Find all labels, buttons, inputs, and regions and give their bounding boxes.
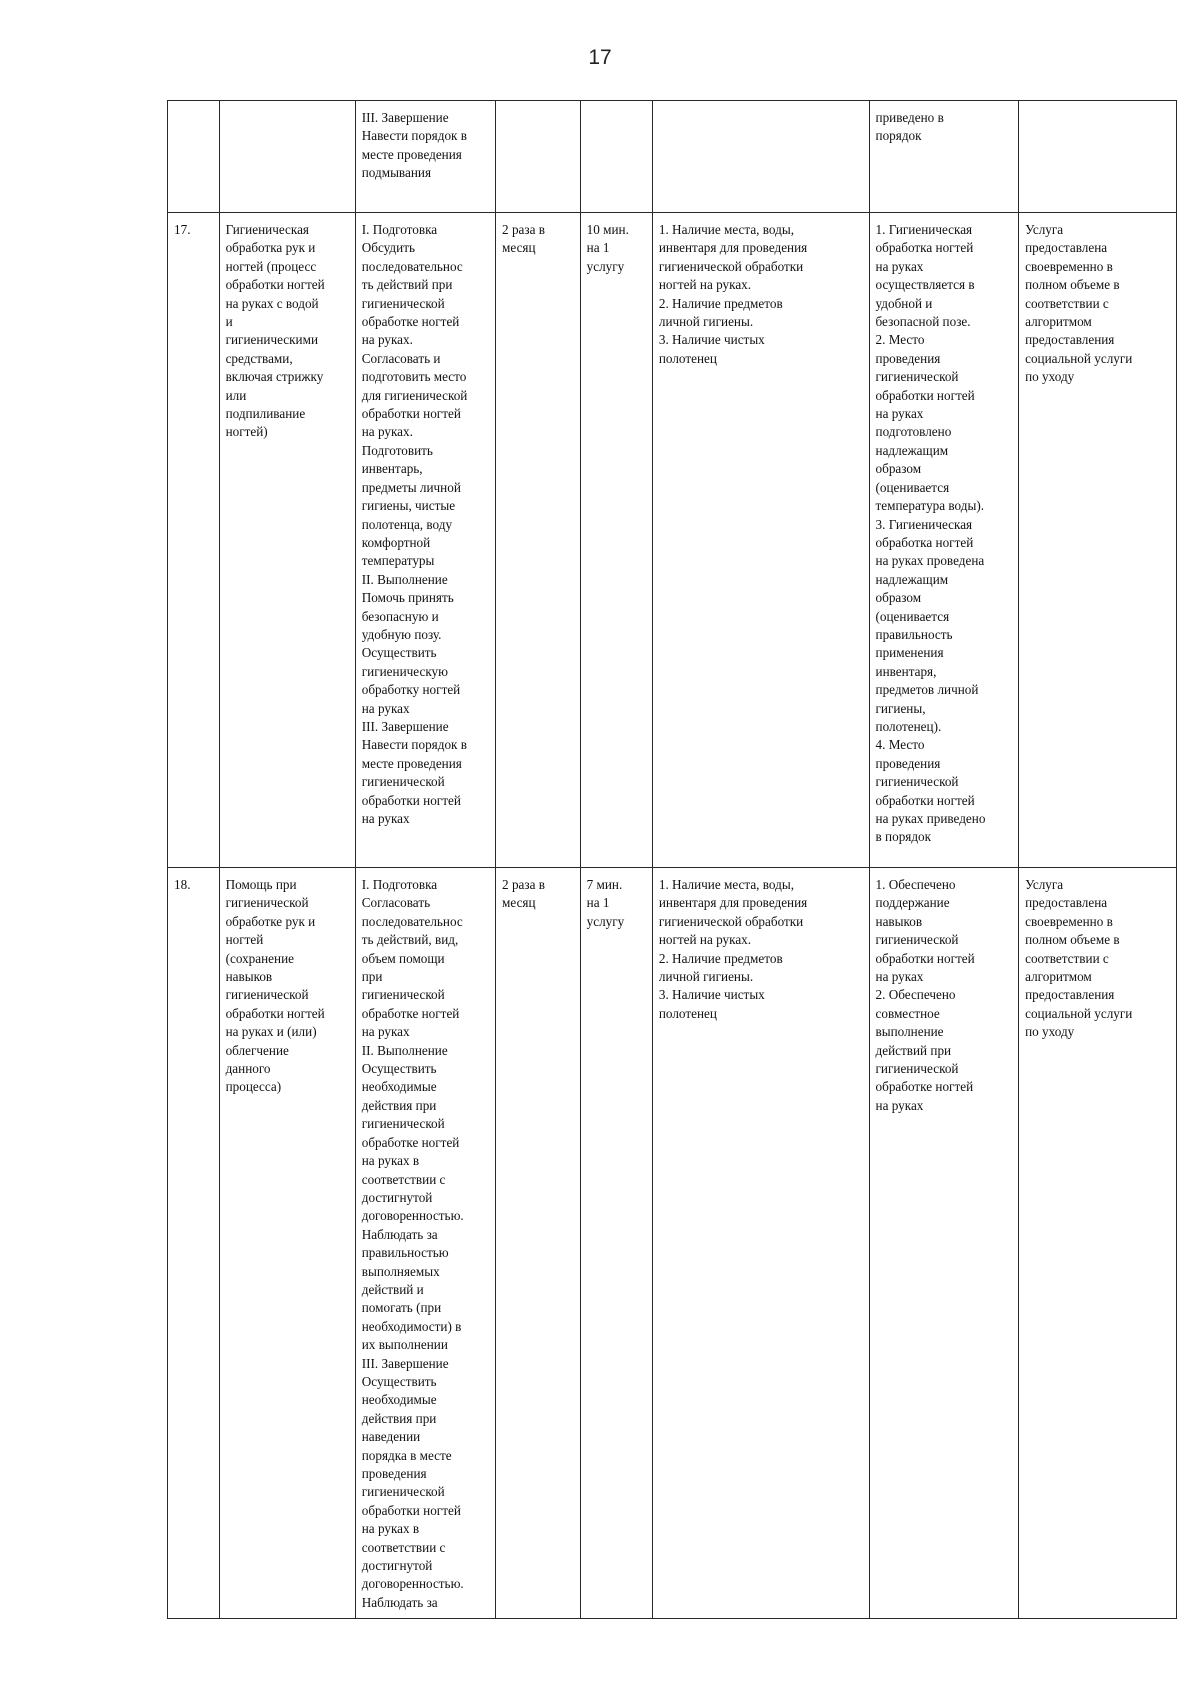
cell-service-description: I. Подготовка Согласовать последовательнос ть действий, вид, объем помощи при гигиенической обработке ногтей на руках II. Выполнение Осуществить необходимые действия при гигиенической обработке ногтей на руках в соответствии с достигнутой договоренностью. Наблюдать за правильностью выполняемых действий и помогать (при необходимости) в их выполнении III. Завершение Осуществить необходимые действия при наведении порядка в месте проведения гигиенической обработки ногтей на руках в соответствии с достигнутой договоренностью. Наблюдать за: [355, 868, 495, 1619]
cell-quality-indicators: 1. Обеспечено поддержание навыков гигиенической обработки ногтей на руках 2. Обеспечено совместное выполнение действий при гигиенической обработке ногтей на руках: [869, 868, 1019, 1619]
cell-conditions: 1. Наличие места, воды, инвентаря для проведения гигиенической обработки ногтей на руках. 2. Наличие предметов личной гигиены. 3. Наличие чистых полотенец: [652, 868, 869, 1619]
table-row-17: [168, 213, 1177, 868]
cell-service-name: Помощь при гигиенической обработке рук и ногтей (сохранение навыков гигиенической обработки ногтей на руках и (или) облегчение данного процесса): [219, 868, 355, 1619]
cell-number: 17.: [168, 213, 220, 868]
cell-evaluation: Услуга предоставлена своевременно в полном объеме в соответствии с алгоритмом предоставления социальной услуги по уходу: [1019, 213, 1177, 868]
cell-number: [168, 101, 220, 213]
cell-duration: [580, 101, 652, 213]
page-number: 17: [588, 46, 612, 69]
cell-service-description: III. Завершение Навести порядок в месте проведения подмывания: [355, 101, 495, 213]
cell-duration: 7 мин. на 1 услугу: [580, 868, 652, 1619]
cell-evaluation: [1019, 101, 1177, 213]
cell-service-name: Гигиеническая обработка рук и ногтей (процесс обработки ногтей на руках с водой и гигиеническими средствами, включая стрижку или подпиливание ногтей): [219, 213, 355, 868]
cell-service-name: [219, 101, 355, 213]
cell-conditions: 1. Наличие места, воды, инвентаря для проведения гигиенической обработки ногтей на руках. 2. Наличие предметов личной гигиены. 3. Наличие чистых полотенец: [652, 213, 869, 868]
cell-service-description: I. Подготовка Обсудить последовательнос ть действий при гигиенической обработке ногтей на руках. Согласовать и подготовить место для гигиенической обработки ногтей на руках. Подготовить инвентарь, предметы личной гигиены, чистые полотенца, воду комфортной температуры II. Выполнение Помочь принять безопасную и удобную позу. Осуществить гигиеническую обработку ногтей на руках III. Завершение Навести порядок в месте проведения гигиенической обработки ногтей на руках: [355, 213, 495, 868]
cell-frequency: 2 раза в месяц: [496, 868, 581, 1619]
cell-number: 18.: [168, 868, 220, 1619]
table-row-continuation: [168, 101, 1177, 213]
cell-frequency: [496, 101, 581, 213]
cell-evaluation: Услуга предоставлена своевременно в полном объеме в соответствии с алгоритмом предоставления социальной услуги по уходу: [1019, 868, 1177, 1619]
cell-quality-indicators: 1. Гигиеническая обработка ногтей на руках осуществляется в удобной и безопасной позе. 2. Место проведения гигиенической обработки ногтей на руках подготовлено надлежащим образом (оценивается температура воды). 3. Гигиеническая обработка ногтей на руках проведена надлежащим образом (оценивается правильность применения инвентаря, предметов личной гигиены, полотенец). 4. Место проведения гигиенической обработки ногтей на руках приведено в порядок: [869, 213, 1019, 868]
cell-duration: 10 мин. на 1 услугу: [580, 213, 652, 868]
table-row-18: [168, 868, 1177, 1619]
cell-conditions: [652, 101, 869, 213]
cell-frequency: 2 раза в месяц: [496, 213, 581, 868]
cell-quality-indicators: приведено в порядок: [869, 101, 1019, 213]
service-standards-table: [167, 100, 1177, 1619]
